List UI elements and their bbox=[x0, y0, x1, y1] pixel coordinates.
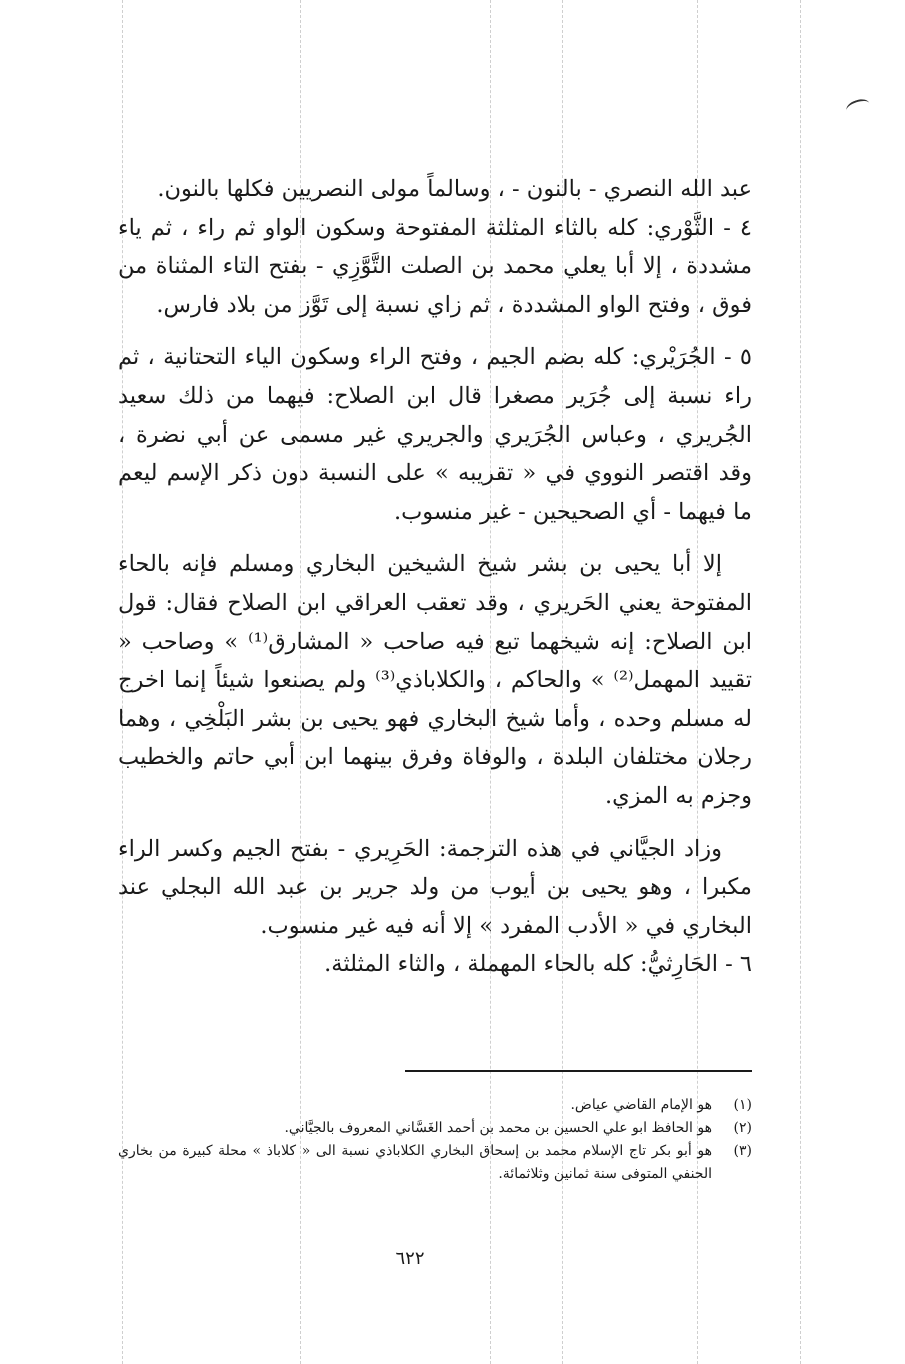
footnote bbox=[118, 1140, 752, 1186]
paragraph: عبد الله النصري - بالنون - ، وسالماً مولى النصريين فكلها بالنون. bbox=[157, 176, 752, 202]
pen-mark bbox=[844, 97, 871, 118]
scan-guide-line bbox=[800, 0, 801, 1364]
paragraph-gap bbox=[118, 531, 752, 545]
page-number: ٦٢٢ bbox=[395, 1248, 425, 1269]
footnote-divider bbox=[405, 1070, 752, 1072]
paragraph: وزاد الجيَّاني في هذه الترجمة: الحَرِيري - بفتح الجيم وكسر الراء مكبرا ، وهو يحيى بن أيوب من ولد جرير بن عبد الله البجلي عند البخاري في « الأدب المفرد » إلا أنه فيه غير منسوب. bbox=[118, 835, 752, 939]
paragraph-gap bbox=[118, 324, 752, 338]
footnote bbox=[118, 1094, 752, 1117]
footnote-text: هو الحافظ ابو علي الحسين بن محمد بن أحمد الغَسَّاني المعروف بالجيَّاني. bbox=[284, 1120, 712, 1136]
footnote-number: (٣) bbox=[733, 1143, 752, 1159]
paragraph: ٥ - الجُرَيْري: كله بضم الجيم ، وفتح الراء وسكون الياء التحتانية ، ثم راء نسبة إلى جُرَير مصغرا قال ابن الصلاح: فيهما من ذلك سعيد الجُريري ، وعباس الجُرَيري والجريري غير مسمى عن أبي نضرة ، وقد اقتصر النووي في « تقريبه » على النسبة دون ذكر الإسم ليعم ما فيهما - أي الصحيحين - غير منسوب. bbox=[118, 344, 752, 525]
main-text bbox=[118, 170, 752, 984]
paragraph: إلا أبا يحيى بن بشر شيخ الشيخين البخاري ومسلم فإنه بالحاء المفتوحة يعني الحَريري ، وقد تعقب العراقي ابن الصلاح فقال: قول ابن الصلاح: إنه شيخهما تبع فيه صاحب « المشارق⁽¹⁾ » وصاحب « تقييد المهمل⁽²⁾ » والحاكم ، والكلاباذي⁽³⁾ ولم يصنعوا شيئاً إنما اخرج له مسلم وحده ، وأما شيخ البخاري فهو يحيى بن بشر البَلْخِي ، وهما رجلان مختلفان البلدة ، والوفاة وفرق بينهما ابن أبي حاتم والخطيب وجزم به المزي. bbox=[118, 551, 753, 809]
footnotes bbox=[118, 1094, 752, 1186]
footnote-text: هو أبو بكر تاج الإسلام محمد بن إسحاق البخاري الكلاباذي نسبة الى « كلاباذ » محلة كبيرة من بخاري الحنفي المتوفى سنة ثمانين وثلاثمائة. bbox=[118, 1143, 712, 1182]
paragraph-gap bbox=[118, 816, 752, 830]
paragraph: ٦ - الحَارِثيُّ: كله بالحاء المهملة ، والثاء المثلثة. bbox=[324, 951, 752, 978]
footnote bbox=[118, 1117, 752, 1140]
footnote-number: (٢) bbox=[733, 1120, 752, 1136]
paragraph: ٤ - الثَّوْري: كله بالثاء المثلثة المفتوحة وسكون الواو ثم راء ، ثم ياء مشددة ، إلا أبا يعلي محمد بن الصلت التَّوَّزِي - بفتح التاء المثناة من فوق ، وفتح الواو المشددة ، ثم زاي نسبة إلى تَوَّز من بلاد فارس. bbox=[118, 214, 752, 318]
footnote-number: (١) bbox=[733, 1097, 752, 1113]
footnote-text: هو الإمام القاضي عياض. bbox=[570, 1097, 712, 1113]
